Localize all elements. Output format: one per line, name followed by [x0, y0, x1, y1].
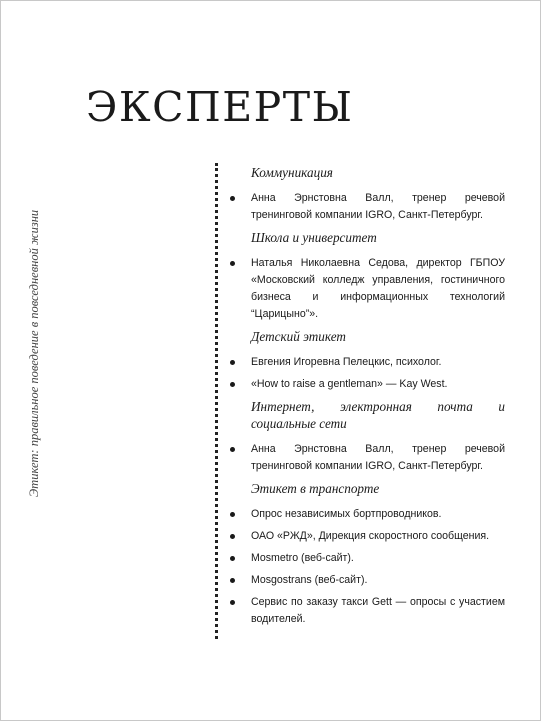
list-item: Опрос независимых бортпроводников. [229, 506, 505, 523]
section-communication [229, 164, 505, 224]
list-item: Mosgostrans (веб-сайт). [229, 572, 505, 589]
section-list [229, 354, 505, 393]
section-list [229, 190, 505, 224]
list-item: Анна Эрнстовна Валл, тренер речевой тренинговой компании IGRO, Санкт-Петербург. [229, 190, 505, 224]
section-heading: Интернет, электронная почта и социальные сети [251, 399, 505, 431]
dotted-rule [215, 163, 218, 639]
list-item: «How to raise a gentleman» — Kay West. [229, 376, 505, 393]
page-title: ЭКСПЕРТЫ [86, 83, 354, 132]
list-item: Наталья Николаевна Седова, директор ГБПОУ «Московский колледж управления, гостиничного бизнеса и информационных технологий “Царицыно”». [229, 255, 505, 323]
list-item: Анна Эрнстовна Валл, тренер речевой тренинговой компании IGRO, Санкт-Петербург. [229, 441, 505, 475]
section-heading: Этикет в транспорте [251, 481, 380, 496]
section-list [229, 506, 505, 628]
section-list [229, 441, 505, 475]
list-item: ОАО «РЖД», Дирекция скоростного сообщения. [229, 528, 505, 545]
section-transport [229, 480, 505, 628]
section-heading: Коммуникация [251, 165, 333, 180]
section-list [229, 255, 505, 323]
experts-content [229, 164, 505, 633]
section-internet [229, 398, 505, 475]
section-children [229, 328, 505, 393]
section-heading: Школа и университет [251, 230, 377, 245]
list-item: Сервис по заказу такси Gett — опросы с участием водителей. [229, 594, 505, 628]
section-heading: Детский этикет [251, 329, 346, 344]
list-item: Евгения Игоревна Пелецкис, психолог. [229, 354, 505, 371]
running-head: Этикет: правильное поведение в повседневной жизни [27, 209, 41, 497]
list-item: Mosmetro (веб-сайт). [229, 550, 505, 567]
section-school [229, 229, 505, 323]
